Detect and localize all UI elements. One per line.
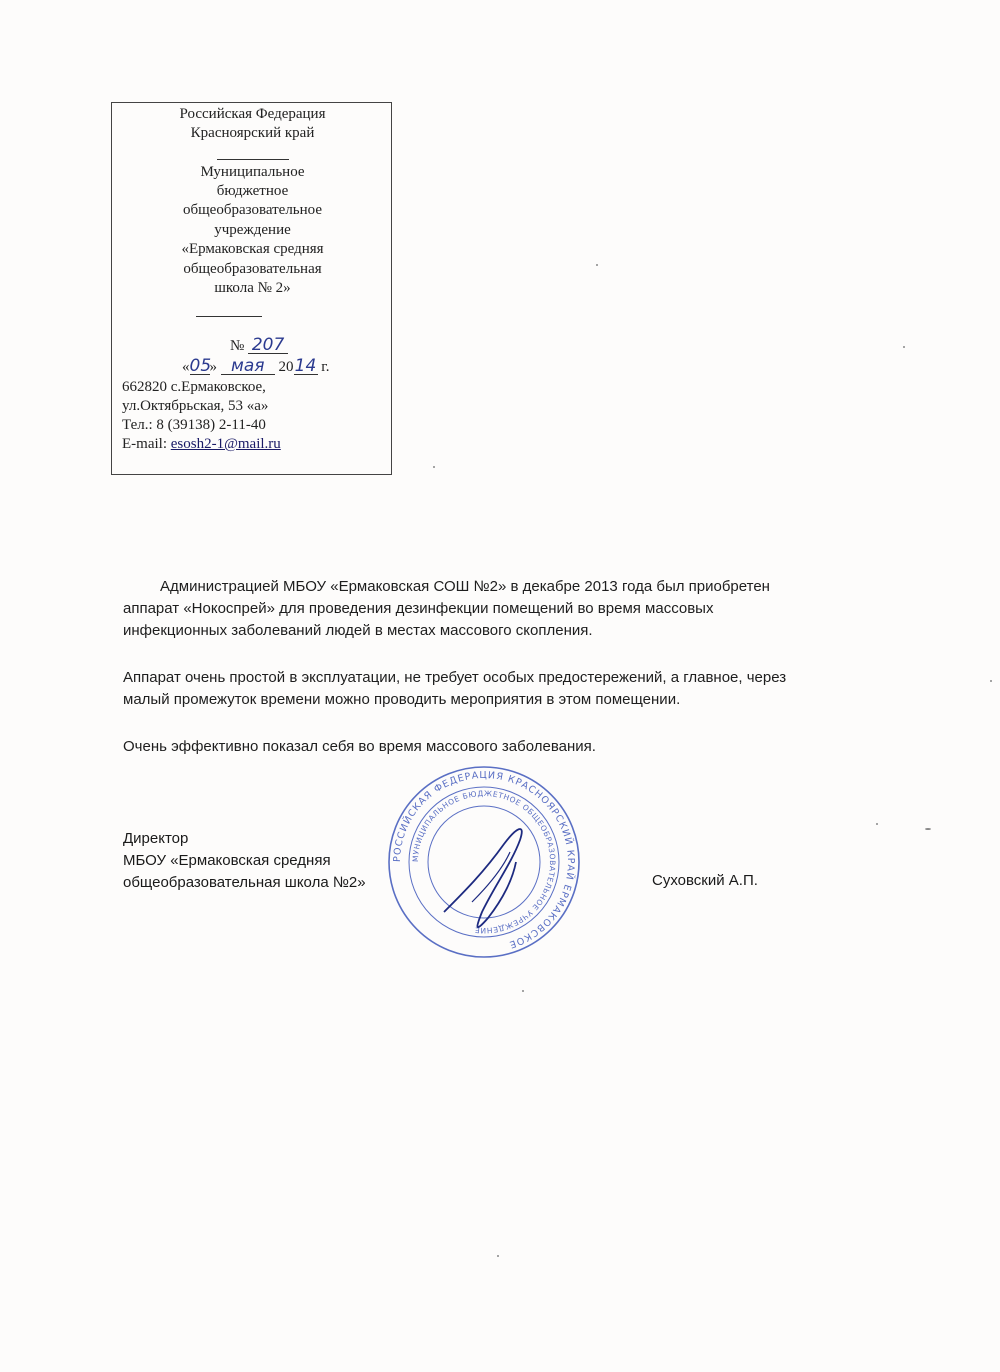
letterhead-org-line: Муниципальное — [200, 164, 305, 180]
stamp-outer-text: РОССИЙСКАЯ ФЕДЕРАЦИЯ КРАСНОЯРСКИЙ КРАЙ ЕРМАКОВСКОЕ — [391, 769, 577, 951]
letterhead-box — [111, 102, 392, 475]
paragraph-line: Аппарат очень простой в эксплуатации, не требует особых предостережений, а главное, через — [123, 669, 787, 686]
handwritten-signature — [444, 829, 522, 927]
date-month: мая — [221, 358, 275, 375]
paragraph-line: малый промежуток времени можно проводить мероприятия в этом помещении. — [123, 691, 681, 708]
scan-speck — [876, 823, 878, 825]
scan-speck — [596, 264, 598, 266]
letterhead-org-line: школа № 2» — [214, 280, 291, 296]
scan-speck — [925, 828, 931, 830]
date-open-quote: « — [182, 359, 190, 375]
paragraph-purchase — [123, 576, 873, 642]
paragraph-line: аппарат «Нокоспрей» для проведения дезинфекции помещений во время массовых — [123, 600, 714, 617]
scan-speck — [433, 466, 435, 468]
stamp-middle-circle — [409, 787, 559, 937]
stamp-inner-circle — [428, 806, 540, 918]
signature-title — [123, 828, 366, 894]
signatory-name: Суховский А.П. — [652, 872, 758, 889]
letterhead-org-line: общеобразовательная — [183, 261, 322, 277]
letterhead-org-line: общеобразовательное — [182, 202, 323, 218]
email-line — [122, 435, 281, 455]
address-line: 662820 с.Ермаковское, — [122, 379, 266, 395]
date-year-suffix: 14 — [294, 356, 317, 376]
paragraph-line: инфекционных заболеваний людей в местах массового скопления. — [123, 622, 593, 639]
paragraph-usage — [123, 667, 873, 711]
scan-speck — [903, 346, 905, 348]
address-line: ул.Октябрьская, 53 «а» — [122, 398, 269, 414]
signature-title-line: МБОУ «Ермаковская средняя — [123, 852, 331, 869]
scan-speck — [497, 1255, 499, 1257]
paragraph-effectiveness: Очень эффективно показал себя во время массового заболевания. — [123, 738, 596, 755]
document-number — [230, 337, 288, 357]
letterhead-country: Российская Федерация — [179, 106, 326, 122]
letterhead-org-line: «Ермаковская средняя — [181, 241, 324, 257]
paragraph-line: Администрацией МБОУ «Ермаковская СОШ №2» в декабре 2013 года был приобретен — [160, 578, 770, 595]
letterhead-divider — [196, 316, 262, 317]
letterhead-divider — [217, 159, 289, 160]
scan-speck — [990, 680, 992, 682]
signature-title-line: общеобразовательная школа №2» — [123, 874, 366, 891]
phone-line: Тел.: 8 (39138) 2-11-40 — [122, 417, 266, 433]
document-date — [182, 358, 329, 378]
date-close-quote: » — [209, 359, 217, 375]
number-value: 207 — [248, 337, 288, 354]
number-label: № — [230, 338, 245, 354]
stamp-inner-text: МУНИЦИПАЛЬНОЕ БЮДЖЕТНОЕ ОБЩЕОБРАЗОВАТЕЛЬНОЕ УЧРЕЖДЕНИЕ — [410, 788, 558, 936]
letterhead-org-line: учреждение — [214, 222, 291, 238]
email-label: E-mail: — [122, 436, 171, 452]
email-link[interactable]: esosh2-1@mail.ru — [170, 436, 281, 452]
date-year-prefix: 20 — [278, 359, 294, 375]
date-suffix: г. — [321, 359, 330, 375]
official-stamp — [384, 762, 584, 962]
letterhead-region: Красноярский край — [190, 125, 315, 141]
signature-title-line: Директор — [123, 830, 189, 847]
date-day: 05 — [189, 356, 212, 376]
scan-speck — [522, 990, 524, 992]
letterhead-org-line: бюджетное — [216, 183, 289, 199]
